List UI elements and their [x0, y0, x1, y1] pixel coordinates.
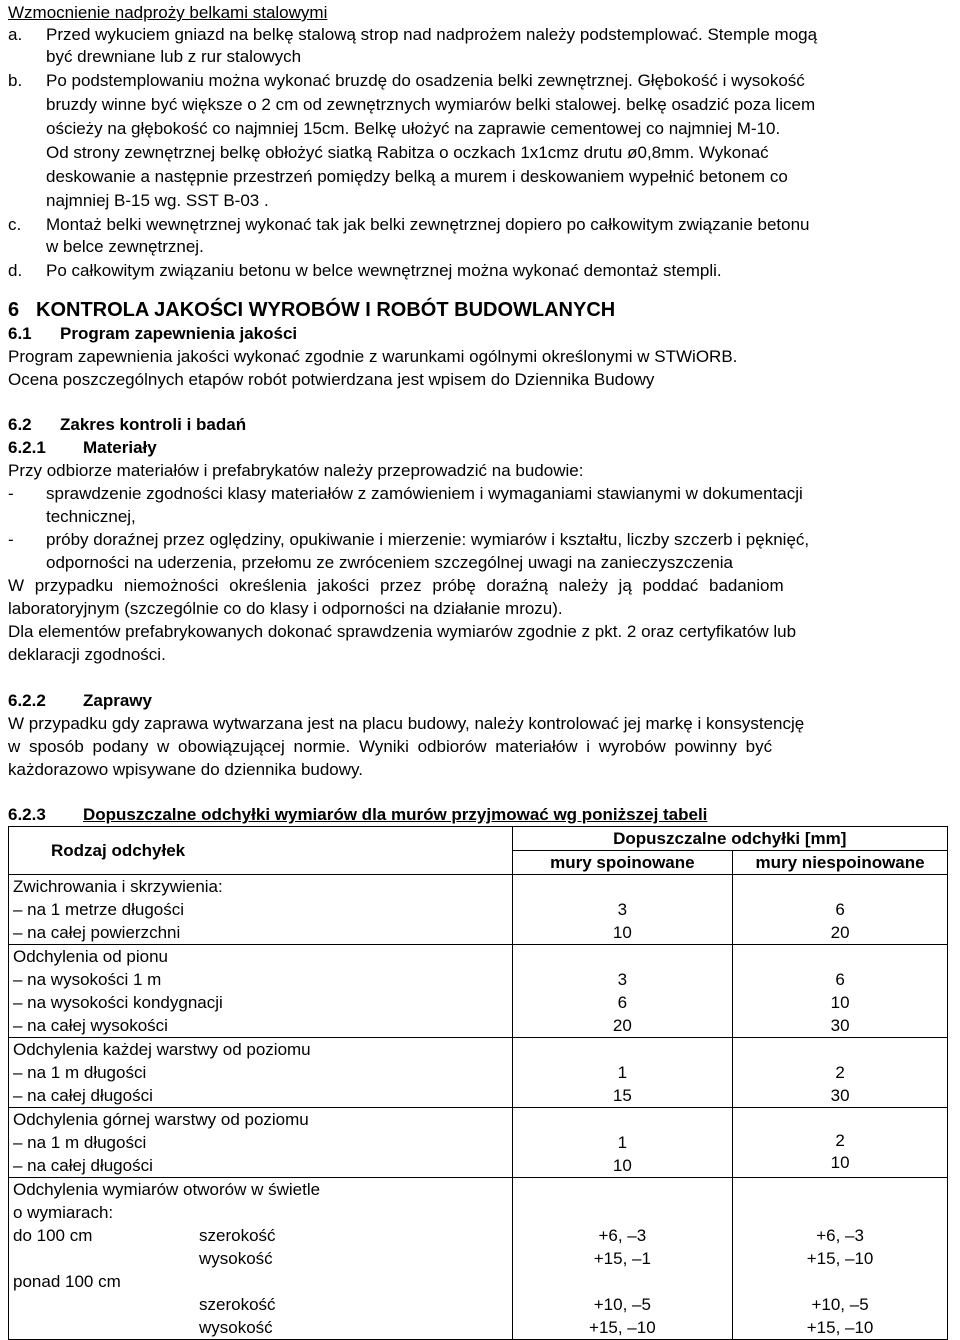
- value: +6, –3: [598, 1226, 647, 1245]
- paragraph-text: W przypadku niemożności określenia jakości przez próbę doraźną należy ją poddać badaniom: [8, 576, 784, 595]
- table-row: [9, 1038, 948, 1108]
- section-6-2-3-heading: [8, 804, 956, 826]
- dimension-label: szerokość: [199, 1226, 276, 1245]
- row-line: [13, 1224, 508, 1247]
- paragraph-text: W przypadku gdy zaprawa wytwarzana jest na placu budowy, należy kontrolować jej markę i konsystencję: [8, 714, 805, 733]
- table-cell: [733, 945, 948, 1038]
- table-row: [9, 945, 948, 1038]
- paragraph-text: Ocena poszczególnych etapów robót potwierdzana jest wpisem do Dziennika Budowy: [8, 370, 655, 389]
- value: [737, 875, 943, 898]
- value: [517, 1038, 729, 1061]
- table-cell: [512, 1108, 733, 1178]
- row-line: [13, 1293, 508, 1316]
- size-range: do 100 cm: [13, 1226, 93, 1245]
- value: 6: [617, 993, 628, 1012]
- paragraph-line: [8, 621, 956, 643]
- paragraph-text: deklaracji zgodności.: [8, 645, 166, 664]
- step-text: bruzdy winne być większe o 2 cm od zewnętrznych wymiarów belki stalowej. belkę osadzić poza licem: [46, 95, 816, 114]
- step-b-line4: [8, 142, 956, 164]
- value: 1: [617, 1063, 628, 1082]
- row-line: – na wysokości kondygnacji: [13, 993, 223, 1012]
- bullet-text: technicznej,: [46, 507, 136, 526]
- table-header-cell: [512, 851, 733, 875]
- table-row: [9, 1178, 948, 1340]
- value: 20: [612, 1016, 632, 1035]
- step-text: w belce zewnętrznej.: [46, 237, 204, 256]
- step-text: ościeży na głębokość co najmniej 15cm. Belkę ułożyć na zaprawie cementowej co najmniej M-10.: [46, 119, 781, 138]
- paragraph-line: [8, 346, 956, 368]
- value: 10: [612, 1156, 632, 1175]
- row-line: – na 1 m długości: [13, 1063, 147, 1082]
- table-cell: [733, 1178, 948, 1340]
- row-line: – na 1 metrze długości: [13, 900, 185, 919]
- table-cell: [512, 945, 733, 1038]
- table-cell: [512, 1038, 733, 1108]
- value: [517, 875, 729, 898]
- row-line: – na całej długości: [13, 1086, 153, 1105]
- paragraph-text: w sposób podany w obowiązującej normie. Wyniki odbiorów materiałów i wyrobów powinny być: [8, 737, 773, 756]
- value: +6, –3: [816, 1226, 864, 1245]
- table-row: [9, 875, 948, 945]
- row-line: – na całej długości: [13, 1156, 153, 1175]
- paragraph-line: [8, 598, 956, 620]
- bullet-dash: -: [8, 484, 14, 503]
- table-cell: [733, 1038, 948, 1108]
- col2-header: mury spoinowane: [550, 853, 695, 872]
- step-text: Przed wykuciem gniazd na belkę stalową strop nad nadprożem należy podstemplować. Stemple mogą: [46, 25, 818, 44]
- table-cell: [9, 1178, 513, 1340]
- step-b-line5: [8, 166, 956, 188]
- step-c-line1: [8, 214, 956, 236]
- value: 2: [835, 1130, 845, 1150]
- section-number: 6.2.2: [8, 691, 46, 710]
- value: +15, –10: [806, 1318, 874, 1337]
- table-header-cell: [9, 827, 513, 875]
- value: +15, –10: [806, 1249, 874, 1268]
- value: 3: [617, 900, 628, 919]
- value: 1: [617, 1133, 628, 1152]
- dimension-label: szerokość: [199, 1295, 276, 1314]
- section-title: Zakres kontroli i badań: [60, 415, 247, 434]
- section-6-2-2-heading: [8, 690, 956, 712]
- value: 30: [830, 1016, 850, 1035]
- section-heading: [8, 2, 327, 24]
- value: [517, 945, 729, 968]
- value: [737, 945, 943, 968]
- step-a-line2: [8, 46, 956, 68]
- section-6-heading: [8, 299, 956, 321]
- table-cell: [9, 875, 513, 945]
- bullet-text: próby doraźnej przez oględziny, opukiwanie i mierzenie: wymiarów i kształtu, liczby szczerb i pęknięć,: [46, 530, 810, 549]
- section-title: Program zapewnienia jakości: [60, 324, 298, 343]
- paragraph-text: Przy odbiorze materiałów i prefabrykatów należy przeprowadzić na budowie:: [8, 461, 584, 480]
- bullet-line: [8, 483, 956, 505]
- bullet-text: odporności na uderzenia, przełomu ze zwróceniem szczególnej uwagi na zanieczyszczenia: [46, 553, 733, 572]
- step-label: c.: [8, 215, 22, 234]
- paragraph-line: [8, 736, 956, 758]
- value: 10: [612, 923, 632, 942]
- table-header-cell: [512, 827, 947, 851]
- col1-header: Rodzaj odchyłek: [51, 841, 186, 860]
- step-b-line2: [8, 94, 956, 116]
- row-line: Odchylenia wymiarów otworów w świetle: [13, 1180, 321, 1199]
- bullet-line: [8, 552, 956, 574]
- section-6-2-1-heading: [8, 437, 956, 459]
- section-number: 6.2.1: [8, 438, 46, 457]
- table-cell: [512, 1178, 733, 1340]
- section-title: Materiały: [83, 438, 157, 457]
- paragraph-line: [8, 644, 956, 666]
- table-cell: [9, 945, 513, 1038]
- col3-header: mury niespoinowane: [755, 853, 925, 872]
- value: +10, –5: [593, 1295, 651, 1314]
- value: 3: [617, 970, 628, 989]
- section-title: Zaprawy: [83, 691, 152, 710]
- bullet-dash: -: [8, 530, 14, 549]
- step-text: Montaż belki wewnętrznej wykonać tak jak belki zewnętrznej dopiero po całkowitym związanie betonu: [46, 215, 810, 234]
- paragraph-text: laboratoryjnym (szczególnie co do klasy i odporności na działanie mrozu).: [8, 599, 563, 618]
- row-line: o wymiarach:: [13, 1203, 114, 1222]
- step-label: a.: [8, 25, 23, 44]
- bullet-line: [8, 529, 956, 551]
- row-line: [13, 1316, 508, 1339]
- step-b-line6: [8, 190, 956, 212]
- paragraph-text: Program zapewnienia jakości wykonać zgodnie z warunkami ogólnymi określonymi w STWiORB.: [8, 347, 738, 366]
- step-b-line3: [8, 118, 956, 140]
- paragraph-line: [8, 759, 956, 781]
- step-text: Po całkowitym związaniu betonu w belce wewnętrznej można wykonać demontaż stempli.: [46, 261, 722, 280]
- step-text: najmniej B-15 wg. SST B-03 .: [46, 191, 269, 210]
- paragraph-text: każdorazowo wpisywane do dziennika budowy.: [8, 760, 363, 779]
- value: 10: [830, 993, 850, 1012]
- section-6-2-heading: [8, 414, 956, 436]
- step-text: być drewniane lub z rur stalowych: [46, 47, 302, 66]
- table-header-cell: [733, 851, 948, 875]
- step-text: deskowanie a następnie przestrzeń pomiędzy belką a murem i deskowaniem wypełnić betonem co: [46, 167, 788, 186]
- step-text: Po podstemplowaniu można wykonać bruzdę do osadzenia belki zewnętrznej. Głębokość i wysokość: [46, 71, 805, 90]
- table-row: [9, 1108, 948, 1178]
- value: +15, –1: [593, 1249, 651, 1268]
- step-label: d.: [8, 261, 23, 280]
- bullet-line: [8, 506, 956, 528]
- step-c-line2: [8, 236, 956, 258]
- step-label: b.: [8, 71, 23, 90]
- row-line: [13, 1247, 508, 1270]
- value: 10: [830, 1152, 850, 1172]
- row-line: Odchylenia każdej warstwy od poziomu: [13, 1040, 311, 1059]
- table-header-row: [9, 827, 948, 851]
- row-line: Odchylenia górnej warstwy od poziomu: [13, 1110, 309, 1129]
- paragraph-line: [8, 460, 956, 482]
- row-line: Zwichrowania i skrzywienia:: [13, 877, 223, 896]
- section-number: 6.2.3: [8, 805, 46, 824]
- table-cell: [9, 1108, 513, 1178]
- row-line: ponad 100 cm: [13, 1272, 121, 1291]
- row-line: Odchylenia od pionu: [13, 947, 169, 966]
- row-line: – na całej wysokości: [13, 1016, 168, 1035]
- step-d-line: [8, 260, 956, 282]
- table-cell: [512, 875, 733, 945]
- section-number: 6.2: [8, 415, 32, 434]
- paragraph-text: Dla elementów prefabrykowanych dokonać sprawdzenia wymiarów zgodnie z pkt. 2 oraz certyfikatów lub: [8, 622, 797, 641]
- value: 2: [835, 1063, 845, 1082]
- value: [737, 1038, 943, 1061]
- paragraph-line: [8, 369, 956, 391]
- section-title: Dopuszczalne odchyłki wymiarów dla murów przyjmować wg poniższej tabeli: [83, 805, 708, 824]
- value: 6: [835, 900, 845, 919]
- group-header: Dopuszczalne odchyłki [mm]: [613, 829, 847, 848]
- value: +10, –5: [811, 1295, 869, 1314]
- value: [517, 1108, 729, 1131]
- section-6-1-heading: [8, 323, 956, 345]
- paragraph-line: [8, 575, 956, 597]
- table-cell: [733, 875, 948, 945]
- value: 15: [612, 1086, 632, 1105]
- heading-text: Wzmocnienie nadproży belkami stalowymi: [8, 3, 328, 22]
- dimension-label: wysokość: [199, 1318, 273, 1337]
- dimension-label: wysokość: [199, 1249, 273, 1268]
- value: 30: [830, 1086, 850, 1105]
- row-line: – na 1 m długości: [13, 1133, 147, 1152]
- value: +15, –10: [589, 1318, 656, 1337]
- row-line: – na wysokości 1 m: [13, 970, 162, 989]
- step-text: Od strony zewnętrznej belkę obłożyć siatką Rabitza o oczkach 1x1cmz drutu ø0,8mm. Wykonać: [46, 143, 769, 162]
- deviations-table: [8, 826, 948, 1340]
- section-title: KONTROLA JAKOŚCI WYROBÓW I ROBÓT BUDOWLANYCH: [36, 299, 616, 321]
- section-number: 6: [8, 299, 20, 321]
- paragraph-line: [8, 713, 956, 735]
- table-cell: [733, 1108, 948, 1178]
- section-number: 6.1: [8, 324, 32, 343]
- table-cell: [9, 1038, 513, 1108]
- step-b-line1: [8, 70, 956, 92]
- step-a-line1: [8, 24, 956, 46]
- value: 6: [835, 970, 845, 989]
- bullet-text: sprawdzenie zgodności klasy materiałów z zamówieniem i wymaganiami stawianymi w dokumentacji: [46, 484, 803, 503]
- value: 20: [830, 923, 850, 942]
- row-line: – na całej powierzchni: [13, 923, 181, 942]
